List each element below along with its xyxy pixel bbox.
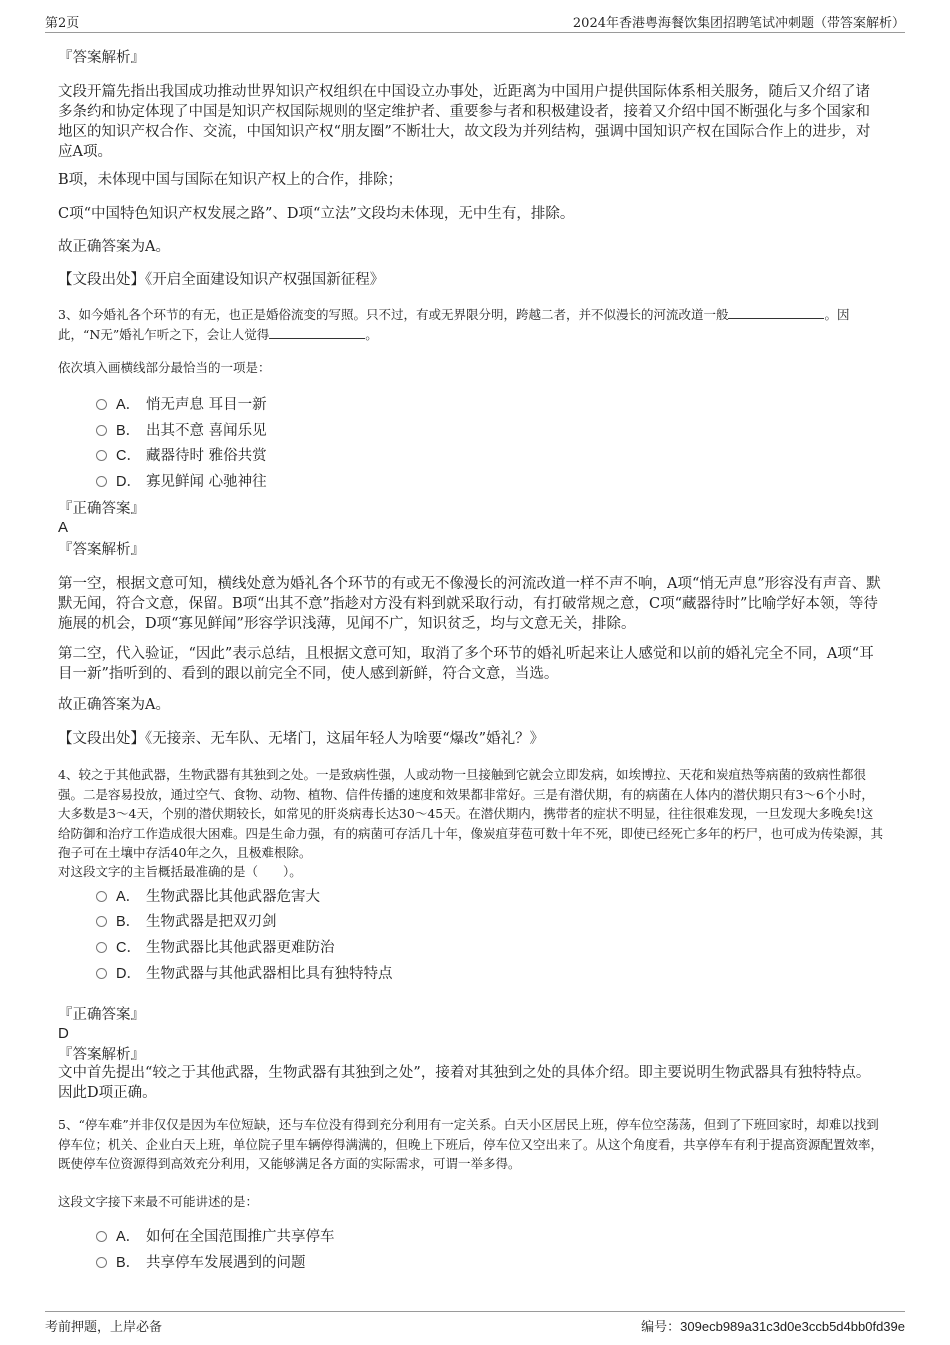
- q5-prompt: 这段文字接下来最不可能讲述的是：: [58, 1194, 259, 1209]
- q2-source: 【文段出处】《开启全面建设知识产权强国新征程》: [58, 272, 385, 288]
- q4-option-c[interactable]: C． 生物武器比其他武器更难防治: [96, 938, 335, 958]
- q4-analysis: 文中首先提出“较之于其他武器，生物武器有其独到之处”，接着对其独到之处的具体介绍。即主要说明生物武器具有独特特点。因此D项正确。: [58, 1065, 871, 1101]
- radio-icon[interactable]: [96, 425, 107, 436]
- document-code-label: 编号：: [641, 1320, 681, 1335]
- q2-analysis-paragraph-1: 文段开篇先指出我国成功推动世界知识产权组织在中国设立办事处，近距离为中国用户提供国际体系相关服务，随后又介绍了诸多条约和协定体现了中国是知识产权国际规则的坚定维护者、重要参与者和积极建设者，接着又介绍中国不断强化与多个国家和地区的知识产权合作、交流，中国知识产权“朋友圈”不断壮大，故文段为并列结构，强调中国知识产权在国际合作上的进步，对应A项。: [58, 84, 871, 160]
- page-footer: [45, 1311, 905, 1334]
- q2-analysis-paragraph-3: C项“中国特色知识产权发展之路”、D项“立法”文段均未体现，无中生有，排除。: [58, 206, 575, 222]
- q4-stem: 4、较之于其他武器，生物武器有其独到之处。一是致病性强，人或动物一旦接触到它就会立即发病，如埃博拉、天花和炭疽热等病菌的致病性都很强。二是容易投放，通过空气、食物、动物、植物、信件传播的速度和效果都非常好。三是有潜伏期，有的病菌在人体内的潜伏期只有3～6个小时，大多数是3～4天，个别的潜伏期较长，如常见的肝炎病毒长达30～45天。在潜伏期内，携带者的症状不明显，往往很难发现，一旦发现大多晚矣!这给防御和治疗工作造成很大困难。四是生命力强，有的病菌可存活几十年，像炭疽芽苞可数十年不死，即使已经死亡多年的朽尸，也可成为传染源，其孢子可在土壤中存活40年之久，且极难根除。: [58, 767, 884, 860]
- q3-prompt: 依次填入画横线部分最恰当的一项是：: [58, 360, 271, 375]
- q3-stem: [58, 305, 884, 344]
- page-header: [45, 12, 905, 33]
- q3-analysis-paragraph-3: 故正确答案为A。: [58, 697, 170, 713]
- radio-icon[interactable]: [96, 916, 107, 927]
- q2-analysis-heading: 『答案解析』: [58, 50, 145, 66]
- q3-correct-answer: A: [58, 519, 69, 536]
- radio-icon[interactable]: [96, 891, 107, 902]
- q5-stem: 5、“停车难”并非仅仅是因为车位短缺，还与车位没有得到充分利用有一定关系。白天小区居民上班，停车位空荡荡，但到了下班回家时，却难以找到停车位；机关、企业白天上班，单位院子里车辆停得满满的，但晚上下班后，停车位又空出来了。从这个角度看，共享停车有利于提高资源配置效率，既使停车位资源得到高效充分利用，又能够满足各方面的实际需求，可谓一举多得。: [58, 1117, 884, 1171]
- q3-stem-part-1: 3、如今婚礼各个环节的有无，也正是婚俗流变的写照。只不过，有或无界限分明，跨越二者，并不似漫长的河流改道一般: [58, 307, 729, 322]
- q5-option-b[interactable]: B． 共享停车发展遇到的问题: [96, 1253, 306, 1273]
- q3-option-b[interactable]: B． 出其不意 喜闻乐见: [96, 421, 267, 441]
- q4-correct-answer: D: [58, 1025, 69, 1042]
- page-number: 第2页: [45, 16, 80, 31]
- q3-stem-part-3: 因此，“N无”婚礼乍听之下，会让人觉得: [58, 307, 850, 342]
- q4-option-a[interactable]: A． 生物武器比其他武器危害大: [96, 887, 320, 907]
- radio-icon[interactable]: [96, 399, 107, 410]
- q3-correct-heading: 『正确答案』: [58, 501, 145, 517]
- radio-icon[interactable]: [96, 968, 107, 979]
- q3-stem-part-2: 。: [824, 307, 837, 322]
- radio-icon[interactable]: [96, 1257, 107, 1268]
- footer-slogan: 考前押题，上岸必备: [45, 1320, 163, 1335]
- q3-source: 【文段出处】《无接亲、无车队、无堵门，这届年轻人为啥要“爆改”婚礼？》: [58, 731, 545, 747]
- q3-analysis-paragraph-2: 第二空，代入验证，“因此”表示总结，且根据文意可知，取消了多个环节的婚礼听起来让人感觉和以前的婚礼完全不同，A项“耳目一新”指听到的、看到的跟以前完全不同，使人感到新鲜，符合文意，当选。: [58, 646, 874, 682]
- q3-blank-1: [728, 305, 824, 319]
- q4-option-d[interactable]: D． 生物武器与其他武器相比具有独特特点: [96, 964, 393, 984]
- q2-analysis-paragraph-4: 故正确答案为A。: [58, 239, 170, 255]
- q3-stem-part-4: 。: [365, 326, 378, 342]
- document-code: [641, 1316, 905, 1335]
- q4-option-b[interactable]: B． 生物武器是把双刃剑: [96, 912, 277, 932]
- q3-blank-2: [269, 325, 365, 339]
- q2-analysis-paragraph-2: B项，未体现中国与国际在知识产权上的合作，排除；: [58, 172, 403, 188]
- q3-analysis-heading: 『答案解析』: [58, 542, 145, 558]
- q4-analysis-heading: 『答案解析』: [58, 1047, 145, 1063]
- q3-option-a[interactable]: A． 悄无声息 耳目一新: [96, 395, 267, 415]
- radio-icon[interactable]: [96, 476, 107, 487]
- q3-analysis-paragraph-1: 第一空，根据文意可知，横线处意为婚礼各个环节的有或无不像漫长的河流改道一样不声不响，A项“悄无声息”形容没有声音、默默无闻，符合文意，保留。B项“出其不意”指趁对方没有料到就采取行动，有打破常规之意，C项“藏器待时”比喻学好本领，等待施展的机会，D项“寡见鲜闻”形容学识浅薄，见闻不广，知识贫乏，均与文意无关，排除。: [58, 576, 881, 632]
- radio-icon[interactable]: [96, 942, 107, 953]
- q4-correct-heading: 『正确答案』: [58, 1007, 145, 1023]
- radio-icon[interactable]: [96, 1231, 107, 1242]
- radio-icon[interactable]: [96, 450, 107, 461]
- q5-option-a[interactable]: A． 如何在全国范围推广共享停车: [96, 1227, 335, 1247]
- document-code-value: 309ecb989a31c3d0e3ccb5d4bb0fd39e: [680, 1319, 905, 1334]
- document-title: 2024年香港粤海餐饮集团招聘笔试冲刺题（带答案解析）: [572, 16, 905, 31]
- q3-option-c[interactable]: C． 藏器待时 雅俗共赏: [96, 446, 267, 466]
- q3-option-d[interactable]: D． 寡见鲜闻 心驰神往: [96, 472, 267, 492]
- q4-prompt: 对这段文字的主旨概括最准确的是（ ）。: [58, 864, 302, 879]
